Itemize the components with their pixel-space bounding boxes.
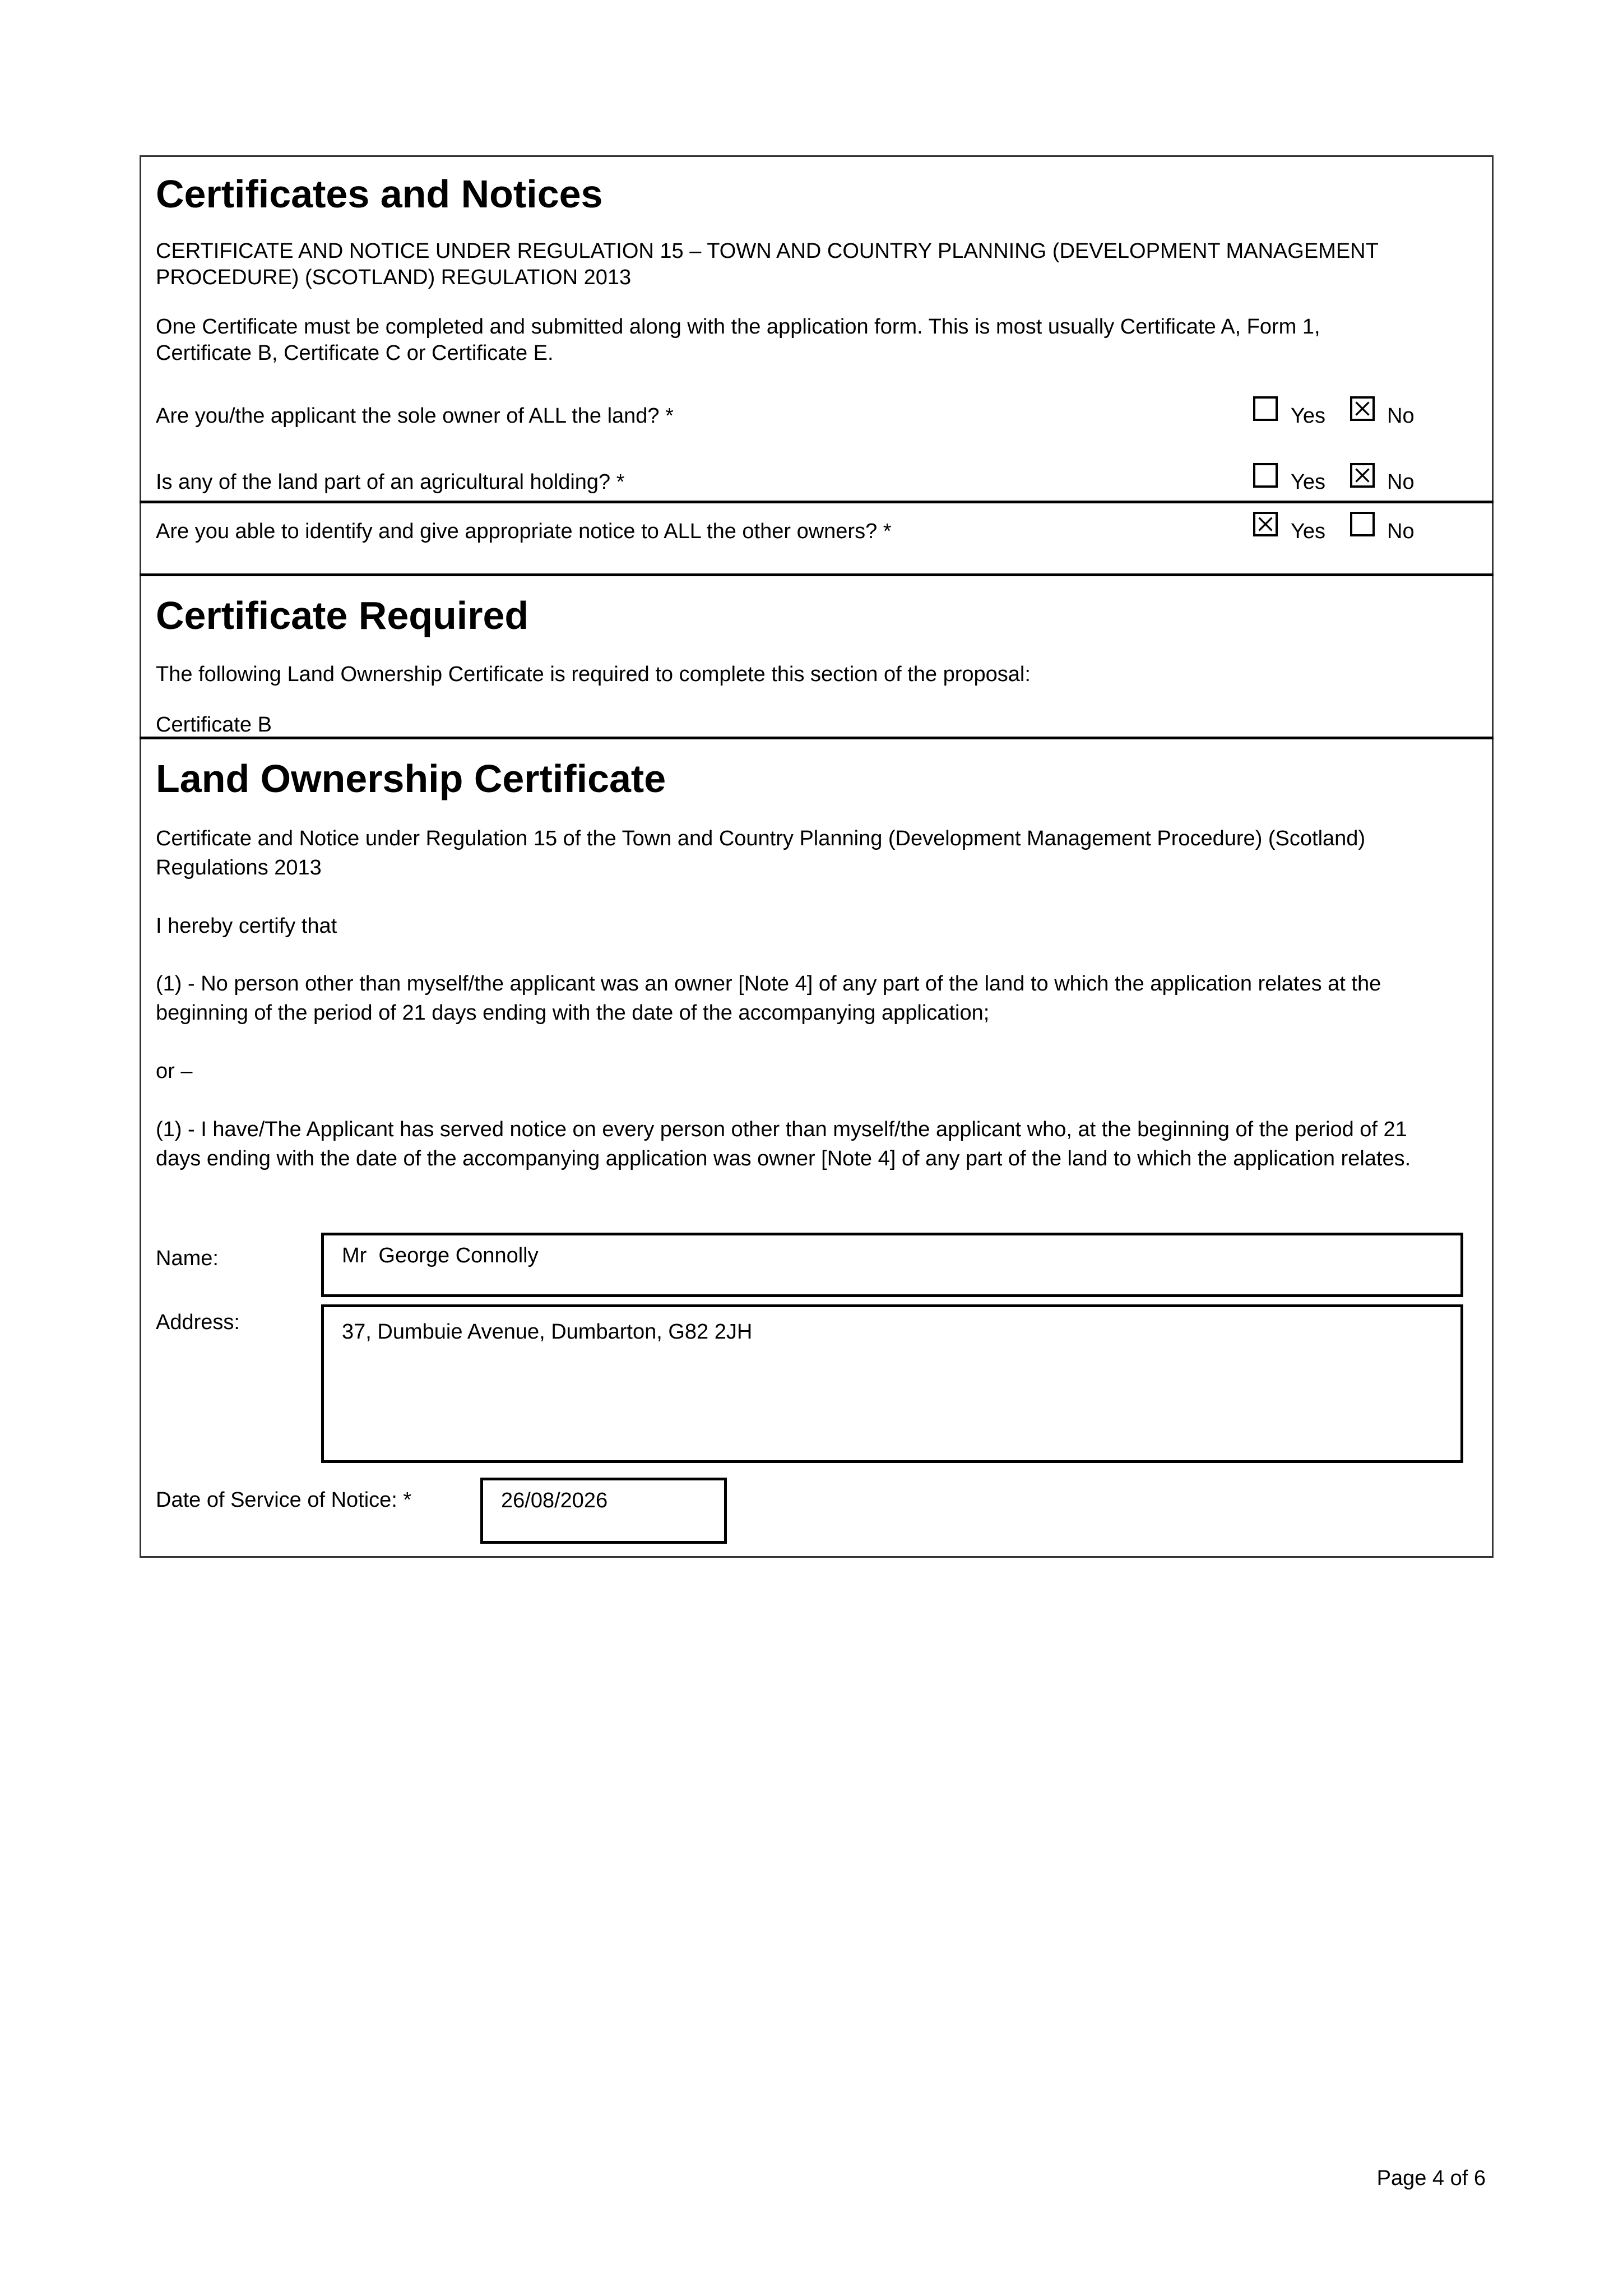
question-identify-owners: Are you able to identify and give appropriate notice to ALL the other owners? * bbox=[156, 520, 892, 543]
agricultural-yes-checkbox[interactable] bbox=[1253, 463, 1278, 488]
certificate-required-text: The following Land Ownership Certificate is required to complete this section of the proposal: bbox=[156, 663, 1031, 686]
intro-text-line1: One Certificate must be completed and submitted along with the application form. This is most usually Certificate A, Form 1, bbox=[156, 315, 1320, 339]
question-agricultural-holding: Is any of the land part of an agricultural holding? * bbox=[156, 470, 625, 494]
regulation-text-line1: CERTIFICATE AND NOTICE UNDER REGULATION 15 – TOWN AND COUNTRY PLANNING (DEVELOPMENT MANAGEMENT bbox=[156, 239, 1379, 263]
land-ownership-intro-line2: Regulations 2013 bbox=[156, 856, 322, 879]
option2-text-line1: (1) - I have/The Applicant has served notice on every person other than myself/the applicant who, at the beginning of the period of 21 bbox=[156, 1118, 1407, 1141]
no-label: No bbox=[1387, 470, 1415, 494]
no-label: No bbox=[1387, 404, 1415, 428]
yes-label: Yes bbox=[1291, 470, 1325, 494]
intro-text-line2: Certificate B, Certificate C or Certificate E. bbox=[156, 341, 554, 365]
divider-line bbox=[140, 737, 1494, 739]
address-field[interactable]: 37, Dumbuie Avenue, Dumbarton, G82 2JH bbox=[321, 1304, 1463, 1463]
yes-label: Yes bbox=[1291, 520, 1325, 543]
date-of-service-label: Date of Service of Notice: * bbox=[156, 1488, 412, 1512]
or-text: or – bbox=[156, 1059, 193, 1083]
name-label: Name: bbox=[156, 1247, 219, 1270]
certificate-required-value: Certificate B bbox=[156, 713, 272, 737]
regulation-text-line2: PROCEDURE) (SCOTLAND) REGULATION 2013 bbox=[156, 266, 632, 289]
page-number: Page 4 of 6 bbox=[1376, 2167, 1486, 2190]
checked-x-icon bbox=[1352, 465, 1372, 485]
section-heading-certificate-required: Certificate Required bbox=[156, 594, 529, 637]
identify-owners-no-checkbox[interactable] bbox=[1350, 512, 1375, 536]
agricultural-no-checkbox[interactable] bbox=[1350, 463, 1375, 488]
sole-owner-yes-checkbox[interactable] bbox=[1253, 396, 1278, 421]
option1-text-line2: beginning of the period of 21 days ending with the date of the accompanying application; bbox=[156, 1001, 990, 1025]
name-field[interactable]: Mr George Connolly bbox=[321, 1233, 1463, 1297]
question-sole-owner: Are you/the applicant the sole owner of ALL the land? * bbox=[156, 404, 674, 428]
land-ownership-intro-line1: Certificate and Notice under Regulation 15 of the Town and Country Planning (Development Management Procedure) (Scotland) bbox=[156, 827, 1366, 850]
certify-text: I hereby certify that bbox=[156, 914, 337, 938]
date-of-service-field[interactable]: 26/08/2026 bbox=[480, 1478, 727, 1544]
sole-owner-no-checkbox[interactable] bbox=[1350, 396, 1375, 421]
divider-line bbox=[140, 573, 1494, 576]
section-heading-land-ownership: Land Ownership Certificate bbox=[156, 757, 666, 800]
yes-label: Yes bbox=[1291, 404, 1325, 428]
identify-owners-yes-checkbox[interactable] bbox=[1253, 512, 1278, 536]
divider-line bbox=[140, 501, 1494, 503]
checked-x-icon bbox=[1255, 514, 1276, 534]
checked-x-icon bbox=[1352, 399, 1372, 419]
option1-text-line1: (1) - No person other than myself/the applicant was an owner [Note 4] of any part of the land to which the application relates at the bbox=[156, 972, 1381, 996]
no-label: No bbox=[1387, 520, 1415, 543]
section-heading-certificates-notices: Certificates and Notices bbox=[156, 172, 603, 216]
address-label: Address: bbox=[156, 1311, 240, 1334]
option2-text-line2: days ending with the date of the accompanying application was owner [Note 4] of any part of the land to which the application relates. bbox=[156, 1147, 1411, 1170]
